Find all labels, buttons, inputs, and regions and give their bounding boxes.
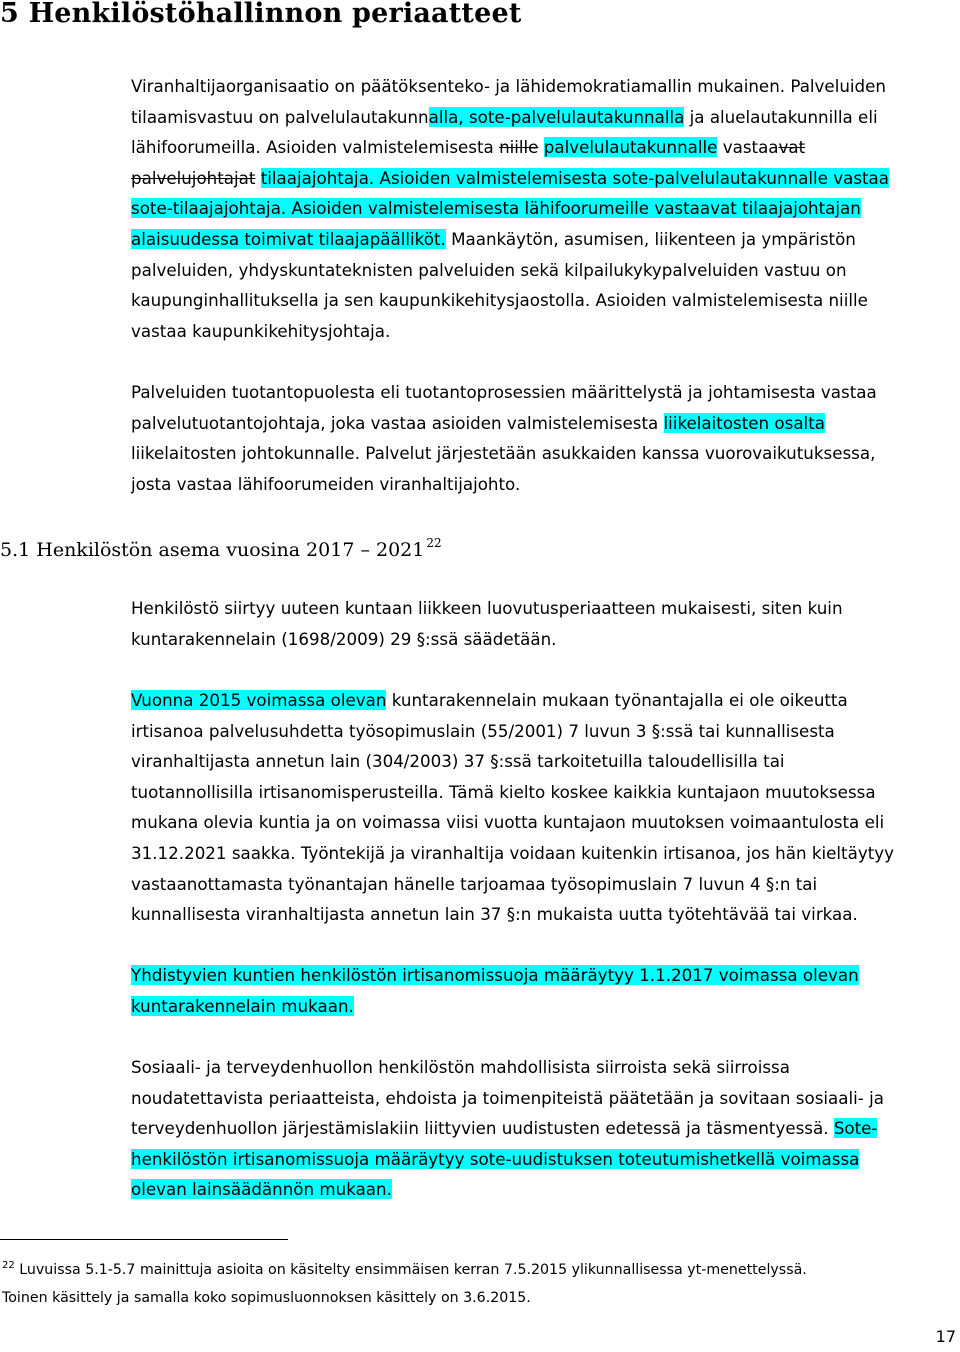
text: 31.12.2021 saakka. Työntekijä ja viranhaltija voidaan kuitenkin irtisanoa, jos hän kieltäytyy <box>131 842 894 863</box>
line <box>131 716 936 747</box>
text: viranhaltijasta annetun lain (304/2003) 37 §:ssä tarkoitetuilla taloudellisilla tai <box>131 751 785 772</box>
highlight-text: kuntarakennelain mukaan. <box>131 995 354 1016</box>
text: tilaamisvastuu on palvelulautakunn <box>131 106 429 127</box>
section-heading <box>0 528 442 565</box>
line <box>131 1144 936 1175</box>
text: mukana olevia kuntia ja on voimassa viisi vuotta kuntajaon muutoksen voimaantulosta eli <box>131 812 885 833</box>
footnote-separator <box>0 1239 288 1240</box>
text: vastaa <box>717 137 779 158</box>
line <box>131 746 936 777</box>
text: kaupunginhallituksella ja sen kaupunkikehitysjaostolla. Asioiden valmistelemisesta niille <box>131 290 868 311</box>
text: irtisanoa palvelusuhdetta työsopimuslain (55/2001) 7 luvun 3 §:ssä tai kunnallisesta <box>131 720 835 741</box>
footnote <box>2 1252 942 1312</box>
line <box>131 469 936 500</box>
text: josta vastaa lähifoorumeiden viranhaltijajohto. <box>131 473 521 494</box>
line <box>131 316 936 347</box>
text: tuotannollisilla irtisanomisperusteilla. Tämä kielto koskee kaikkia kuntajaon muutoksessa <box>131 781 876 802</box>
footnote-line <box>2 1284 942 1312</box>
text: Henkilöstö siirtyy uuteen kuntaan liikkeen luovutusperiaatteen mukaisesti, siten kuin <box>131 598 843 618</box>
paragraph-organisation <box>131 71 936 346</box>
highlight-text: henkilöstön irtisanomissuoja määräytyy sote-uudistuksen toteutumishetkellä voimassa <box>131 1148 860 1169</box>
text: Viranhaltijaorganisaatio on päätöksenteko- ja lähidemokratiamallin mukainen. Palveluiden <box>131 76 886 96</box>
line <box>131 1052 936 1083</box>
line <box>131 193 936 224</box>
line <box>131 438 936 469</box>
paragraph-production <box>131 377 936 499</box>
highlight-text: Sote- <box>833 1118 878 1139</box>
text <box>255 168 260 188</box>
text: terveydenhuollon järjestämislakiin liittyvien uudistusten edetessä ja täsmentyessä. <box>131 1118 834 1139</box>
text: ja aluelautakunnilla eli <box>684 106 878 127</box>
text: palveluiden, yhdyskuntateknisten palveluiden sekä kilpailukykypalveluiden vastuu on <box>131 259 847 280</box>
highlight-text: palvelulautakunnalle <box>543 137 718 158</box>
line <box>131 593 936 624</box>
strikethrough-text: niille <box>499 137 539 158</box>
footnote-number: 22 <box>2 1260 15 1271</box>
line <box>131 869 936 900</box>
strikethrough-text: vat <box>778 137 806 158</box>
line <box>131 163 936 194</box>
line <box>131 991 936 1022</box>
line <box>131 285 936 316</box>
text: vastaa kaupunkikehitysjohtaja. <box>131 320 391 341</box>
paragraph-social-health <box>131 1052 936 1205</box>
text: Maankäytön, asumisen, liikenteen ja ympäristön <box>445 228 856 249</box>
text: Luvuissa 5.1-5.7 mainittuja asioita on käsitelty ensimmäisen kerran 7.5.2015 ylikunnallisessa yt-menettelyssä. <box>14 1262 807 1278</box>
line <box>131 408 936 439</box>
highlight-text: alla, sote-palvelulautakunnalla <box>428 106 685 127</box>
highlight-text: liikelaitosten osalta <box>663 412 825 433</box>
strikethrough-text: palvelujohtajat <box>131 167 256 188</box>
line <box>131 255 936 286</box>
section-heading-text: 5.1 Henkilöstön asema vuosina 2017 – 2021 <box>0 539 425 561</box>
line <box>131 1113 936 1144</box>
page-number: 17 <box>935 1327 956 1346</box>
page-heading: 5 Henkilöstöhallinnon periaatteet <box>0 0 522 29</box>
text: Palveluiden tuotantopuolesta eli tuotantoprosessien määrittelystä ja johtamisesta vastaa <box>131 382 877 402</box>
text: lähifoorumeilla. Asioiden valmistelemisesta <box>131 137 500 158</box>
line <box>131 377 936 408</box>
highlight-text: . Asioiden valmistelemisesta sote-palvelulautakunnalle vastaa <box>368 167 890 188</box>
highlight-text: Yhdistyvien kuntien henkilöstön irtisanomissuoja määräytyy 1.1.2017 voimassa olevan <box>131 965 859 985</box>
line <box>131 224 936 255</box>
line <box>131 838 936 869</box>
line <box>131 899 936 930</box>
line <box>131 624 936 655</box>
text: liikelaitosten johtokunnalle. Palvelut järjestetään asukkaiden kanssa vuorovaikutuksessa, <box>131 443 876 464</box>
paragraph-merging-municipalities <box>131 960 936 1021</box>
highlight-text: olevan lainsäädännön mukaan. <box>131 1179 392 1200</box>
text: palvelutuotantojohtaja, joka vastaa asioiden valmistelemisesta <box>131 412 664 433</box>
highlight-text: alaisuudessa toimivat tilaajapäälliköt. <box>131 228 446 249</box>
footnote-ref: 22 <box>426 536 442 550</box>
text: vastaanottamasta työnantajan hänelle tarjoamaa työsopimuslain 7 luvun 4 §:n tai <box>131 873 818 894</box>
text: kuntarakennelain (1698/2009) 29 §:ssä säädetään. <box>131 628 557 649</box>
line <box>131 132 936 163</box>
highlight-text: . Asioiden valmistelemisesta lähifoorumeille vastaavat tilaajajohtajan <box>280 198 861 219</box>
line <box>131 777 936 808</box>
highlight-text: Vuonna 2015 voimassa olevan <box>131 690 387 710</box>
paragraph-dismissal-protection <box>131 685 936 930</box>
paragraph-transfer <box>131 593 936 654</box>
text: kuntarakennelain mukaan työnantajalla ei ole oikeutta <box>386 690 848 710</box>
highlight-text: tilaajajohtaja <box>260 167 369 188</box>
line <box>131 102 936 133</box>
highlight-text: sote-tilaajajohtaja <box>131 198 281 219</box>
text: Toinen käsittely ja samalla koko sopimusluonnoksen käsittely on 3.6.2015. <box>2 1290 531 1306</box>
line <box>131 71 936 102</box>
line <box>131 685 936 716</box>
text: kunnallisesta viranhaltijasta annetun lain 37 §:n mukaista uutta työtehtävää tai virkaa. <box>131 904 858 925</box>
line <box>131 1174 936 1205</box>
line <box>131 960 936 991</box>
line <box>131 1083 936 1114</box>
text <box>538 137 543 157</box>
line <box>131 807 936 838</box>
text: noudatettavista periaatteista, ehdoista ja toimenpiteistä päätetään ja sovitaan sosiaali- ja <box>131 1087 884 1108</box>
footnote-line <box>2 1252 942 1284</box>
text: Sosiaali- ja terveydenhuollon henkilöstön mahdollisista siirroista sekä siirroissa <box>131 1057 790 1077</box>
